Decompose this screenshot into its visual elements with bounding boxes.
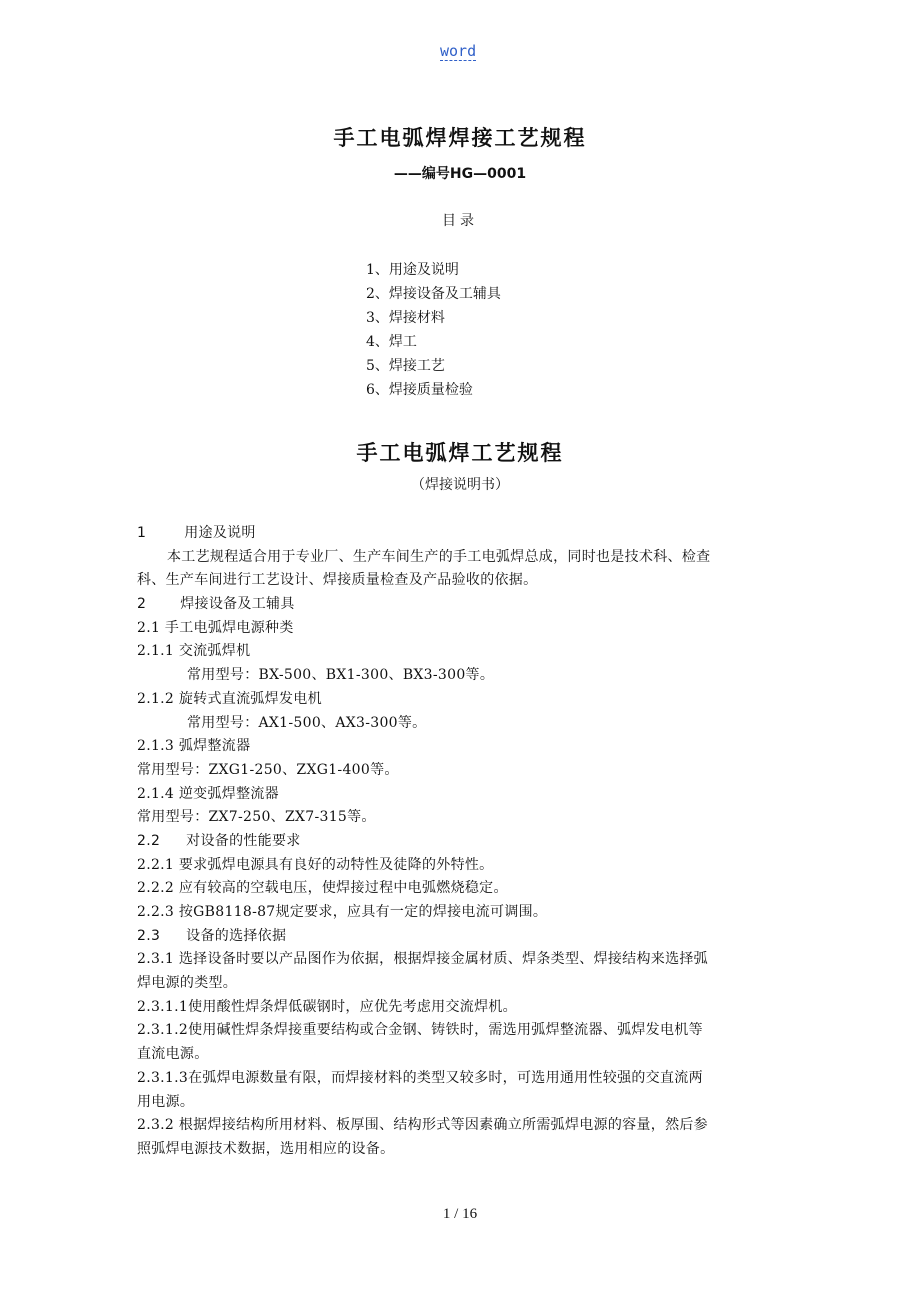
paragraph-line: 2.3.1.2使用碱性焊条焊接重要结构或合金钢、铸铁时，需选用弧焊整流器、弧焊发电机等 bbox=[137, 1022, 703, 1039]
subheading bbox=[137, 925, 787, 949]
document-title: 手工电弧焊焊接工艺规程 bbox=[333, 125, 587, 150]
heading-text: 焊接设备及工辅具 bbox=[180, 596, 295, 613]
subheading: 2.1 手工电弧焊电源种类 bbox=[137, 619, 294, 636]
paragraph-line: 2.2.3 按GB8118-87规定要求，应具有一定的焊接电流可调围。 bbox=[137, 904, 548, 920]
subheading: 2.1.1 交流弧焊机 bbox=[137, 643, 251, 660]
paragraph-line: 2.3.1 选择设备时要以产品图作为依据，根据焊接金属材质、焊条类型、焊接结构来选择弧 bbox=[137, 951, 708, 968]
heading-number: 2.3 bbox=[137, 927, 161, 944]
section-title: 手工电弧焊工艺规程 bbox=[356, 440, 564, 465]
subheading: 2.1.3 弧焊整流器 bbox=[137, 738, 251, 755]
paragraph-line: 本工艺规程适合用于专业厂、生产车间生产的手工电弧焊总成，同时也是技术科、检查 bbox=[167, 548, 711, 565]
section-subtitle: （焊接说明书） bbox=[411, 477, 509, 493]
subheading: 2.1.2 旋转式直流弧焊发电机 bbox=[137, 690, 322, 707]
toc-heading: 目录 bbox=[442, 213, 478, 229]
heading-text: 对设备的性能要求 bbox=[186, 832, 301, 849]
toc-item[interactable]: 4、焊工 bbox=[366, 334, 417, 350]
model-line: 常用型号：BX-500、BX1-300、BX3-300等。 bbox=[187, 667, 495, 684]
heading-number: 1 bbox=[137, 525, 147, 541]
heading-number: 2.2 bbox=[137, 832, 161, 849]
document-code: ——编号HG—0001 bbox=[393, 166, 527, 182]
heading-2 bbox=[137, 593, 787, 617]
paragraph-line: 照弧焊电源技术数据，选用相应的设备。 bbox=[137, 1140, 395, 1157]
heading-text: 设备的选择依据 bbox=[186, 927, 287, 944]
model-line: 常用型号：ZX7-250、ZX7-315等。 bbox=[137, 809, 376, 826]
document-body bbox=[137, 522, 787, 1162]
heading-number: 2 bbox=[137, 596, 147, 613]
paragraph-line: 直流电源。 bbox=[137, 1046, 209, 1063]
paragraph-line: 科、生产车间进行工艺设计、焊接质量检查及产品验收的依据。 bbox=[137, 572, 538, 589]
subheading bbox=[137, 830, 787, 854]
table-of-contents bbox=[366, 258, 501, 402]
paragraph-line: 2.2.1 要求弧焊电源具有良好的动特性及徒降的外特性。 bbox=[137, 856, 494, 873]
paragraph-line: 2.2.2 应有较高的空载电压，使焊接过程中电弧燃烧稳定。 bbox=[137, 880, 508, 897]
toc-item[interactable]: 2、焊接设备及工辅具 bbox=[366, 286, 501, 302]
paragraph-line: 用电源。 bbox=[137, 1093, 195, 1110]
page-number: 1 / 16 bbox=[442, 1206, 478, 1222]
toc-item[interactable]: 6、焊接质量检验 bbox=[366, 382, 473, 398]
toc-item[interactable]: 5、焊接工艺 bbox=[366, 358, 445, 374]
paragraph-line: 焊电源的类型。 bbox=[137, 975, 238, 992]
model-line: 常用型号：AX1-500、AX3-300等。 bbox=[187, 714, 427, 731]
heading-text: 用途及说明 bbox=[184, 525, 256, 541]
heading-1 bbox=[137, 522, 787, 546]
paragraph-line: 2.3.1.1使用酸性焊条焊低碳钢时，应优先考虑用交流焊机。 bbox=[137, 998, 517, 1015]
toc-item[interactable]: 1、用途及说明 bbox=[366, 262, 459, 278]
toc-item[interactable]: 3、焊接材料 bbox=[366, 310, 445, 326]
subheading: 2.1.4 逆变弧焊整流器 bbox=[137, 785, 279, 802]
model-line: 常用型号：ZXG1-250、ZXG1-400等。 bbox=[137, 761, 399, 778]
paragraph-line: 2.3.2 根据焊接结构所用材料、板厚围、结构形式等因素确立所需弧焊电源的容量，然后参 bbox=[137, 1117, 708, 1134]
paragraph-line: 2.3.1.3在弧焊电源数量有限，而焊接材料的类型又较多时，可选用通用性较强的交直流两 bbox=[137, 1069, 703, 1086]
word-link[interactable]: word bbox=[440, 42, 477, 60]
